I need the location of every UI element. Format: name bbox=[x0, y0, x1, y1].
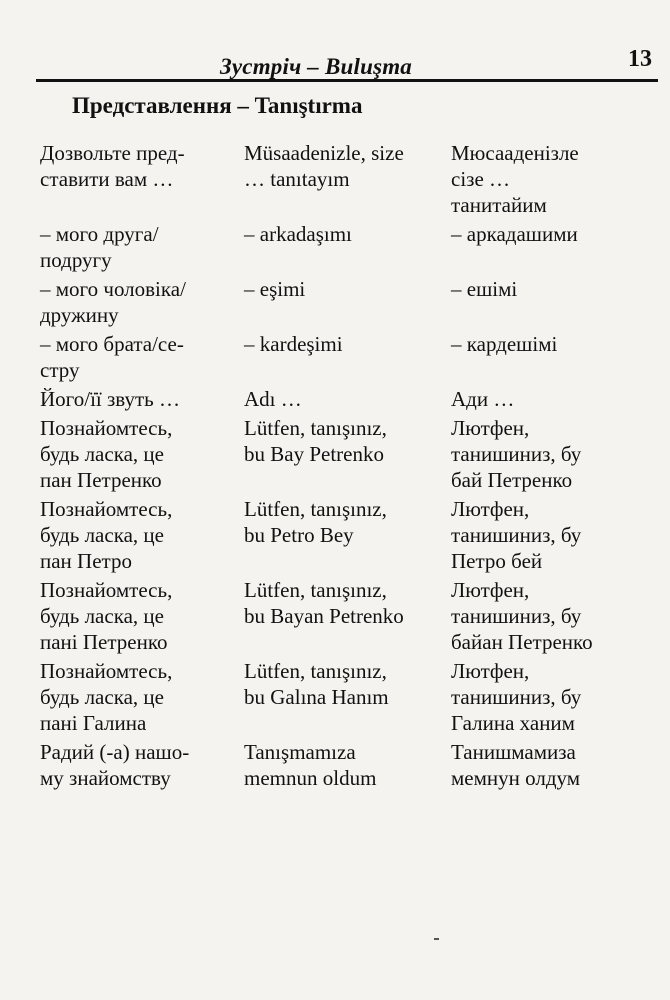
phrase-row bbox=[40, 658, 640, 736]
phrase-row bbox=[40, 577, 640, 655]
print-speck bbox=[434, 938, 439, 940]
ukrainian-phrase: Радий (-а) нашо- му знайомству bbox=[40, 740, 190, 790]
turkish-transcription: – кардешімі bbox=[451, 332, 558, 356]
turkish-phrase: Tanışmamıza memnun oldum bbox=[244, 740, 377, 790]
ukrainian-phrase: – мого чоловіка/ дружину bbox=[40, 277, 186, 327]
turkish-phrase: Lütfen, tanışınız, bu Galına Hanım bbox=[244, 659, 389, 709]
turkish-phrase: Lütfen, tanışınız, bu Bayan Petrenko bbox=[244, 578, 404, 628]
phrase-row bbox=[40, 739, 640, 791]
phrase-row bbox=[40, 221, 640, 273]
turkish-phrase: – kardeşimi bbox=[244, 332, 343, 356]
turkish-transcription: Ади … bbox=[451, 387, 515, 411]
turkish-phrase: Müsaadenizle, size … tanıtayım bbox=[244, 141, 404, 191]
phrase-row bbox=[40, 276, 640, 328]
turkish-transcription: – ешімі bbox=[451, 277, 518, 301]
ukrainian-phrase: Познайомтесь, будь ласка, це пан Петренко bbox=[40, 416, 173, 492]
turkish-transcription: Лютфен, танишиниз, бу Петро бей bbox=[451, 497, 582, 573]
ukrainian-phrase: Познайомтесь, будь ласка, це пані Петренко bbox=[40, 578, 173, 654]
phrase-row bbox=[40, 331, 640, 383]
turkish-transcription: Лютфен, танишиниз, бу Галина ханим bbox=[451, 659, 582, 735]
ukrainian-phrase: Дозвольте пред- ставити вам … bbox=[40, 141, 185, 191]
turkish-phrase: Lütfen, tanışınız, bu Bay Petrenko bbox=[244, 416, 387, 466]
ukrainian-phrase: Познайомтесь, будь ласка, це пан Петро bbox=[40, 497, 173, 573]
turkish-transcription: Лютфен, танишиниз, бу бай Петренко bbox=[451, 416, 582, 492]
turkish-phrase: Adı … bbox=[244, 387, 302, 411]
section-title: Представлення – Tanıştırma bbox=[72, 93, 363, 118]
page-number: 13 bbox=[628, 46, 652, 72]
turkish-transcription: – аркадашими bbox=[451, 222, 578, 246]
turkish-transcription: Мюсааденізле сізе … танитайим bbox=[451, 141, 579, 217]
phrase-row bbox=[40, 140, 640, 218]
phrase-table bbox=[40, 140, 640, 794]
phrase-row bbox=[40, 496, 640, 574]
ukrainian-phrase: Його/її звуть … bbox=[40, 387, 181, 411]
ukrainian-phrase: – мого брата/се- стру bbox=[40, 332, 184, 382]
header-rule bbox=[36, 79, 658, 82]
turkish-phrase: – arkadaşımı bbox=[244, 222, 352, 246]
phrase-row bbox=[40, 415, 640, 493]
running-header bbox=[36, 44, 658, 80]
ukrainian-phrase: Познайомтесь, будь ласка, це пані Галина bbox=[40, 659, 173, 735]
turkish-transcription: Танишмамиза мемнун олдум bbox=[451, 740, 581, 790]
turkish-phrase: – eşimi bbox=[244, 277, 306, 301]
turkish-phrase: Lütfen, tanışınız, bu Petro Bey bbox=[244, 497, 387, 547]
turkish-transcription: Лютфен, танишиниз, бу байан Петренко bbox=[451, 578, 593, 654]
header-title: Зустріч – Buluşma bbox=[219, 54, 413, 79]
ukrainian-phrase: – мого друга/ подругу bbox=[40, 222, 159, 272]
phrase-row bbox=[40, 386, 640, 412]
